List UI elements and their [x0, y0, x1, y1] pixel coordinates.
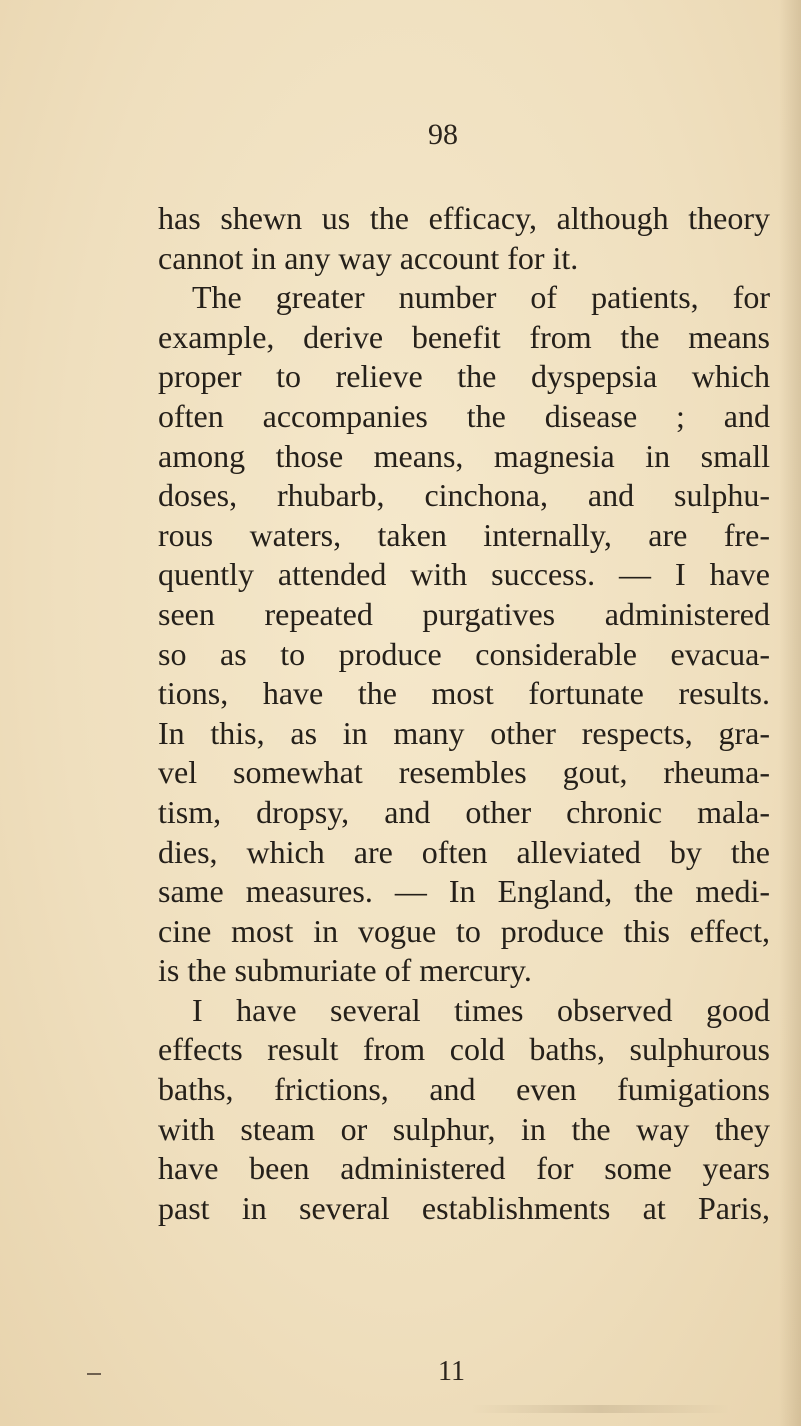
- page-number: 98: [428, 118, 458, 151]
- text-line: dies, which are often alleviated by the: [158, 833, 770, 870]
- text-line: so as to produce considerable evacua-: [158, 635, 770, 672]
- text-line: rous waters, taken internally, are fre-: [158, 516, 770, 553]
- text-line: have been administered for some years: [158, 1150, 770, 1187]
- text-line: often accompanies the disease ; and: [158, 397, 770, 434]
- body-text: [158, 199, 770, 1228]
- text-line: tism, dropsy, and other chronic mala-: [158, 793, 770, 830]
- text-line: I have several times observed good: [192, 991, 770, 1028]
- text-line: seen repeated purgatives administered: [158, 595, 770, 632]
- text-line: same measures. — In England, the medi-: [158, 873, 770, 910]
- text-line: cine most in vogue to produce this effect,: [158, 912, 770, 949]
- text-line: with steam or sulphur, in the way they: [158, 1110, 770, 1147]
- text-line: The greater number of patients, for: [192, 279, 770, 316]
- text-line: baths, frictions, and even fumigations: [158, 1071, 770, 1108]
- text-line: doses, rhubarb, cinchona, and sulphu-: [158, 477, 770, 514]
- text-line: example, derive benefit from the means: [158, 318, 770, 355]
- text-line: is the submuriate of mercury.: [158, 952, 532, 989]
- text-line: proper to relieve the dyspepsia which: [158, 358, 770, 395]
- text-line: has shewn us the efficacy, although theory: [158, 200, 770, 236]
- margin-mark: [87, 1373, 101, 1375]
- text-line: vel somewhat resembles gout, rheuma-: [158, 754, 770, 791]
- paper-smudge: [470, 1405, 730, 1413]
- text-line: among those means, magnesia in small: [158, 437, 770, 474]
- text-line: tions, have the most fortunate results.: [158, 675, 770, 712]
- text-line: quently attended with success. — I have: [158, 556, 770, 593]
- text-line: effects result from cold baths, sulphurous: [158, 1031, 770, 1068]
- text-line: In this, as in many other respects, gra-: [158, 714, 770, 751]
- text-line: past in several establishments at Paris,: [158, 1189, 770, 1226]
- signature-mark: 11: [438, 1356, 465, 1387]
- text-line: cannot in any way account for it.: [158, 239, 579, 276]
- page-edge-shadow: [779, 0, 801, 1426]
